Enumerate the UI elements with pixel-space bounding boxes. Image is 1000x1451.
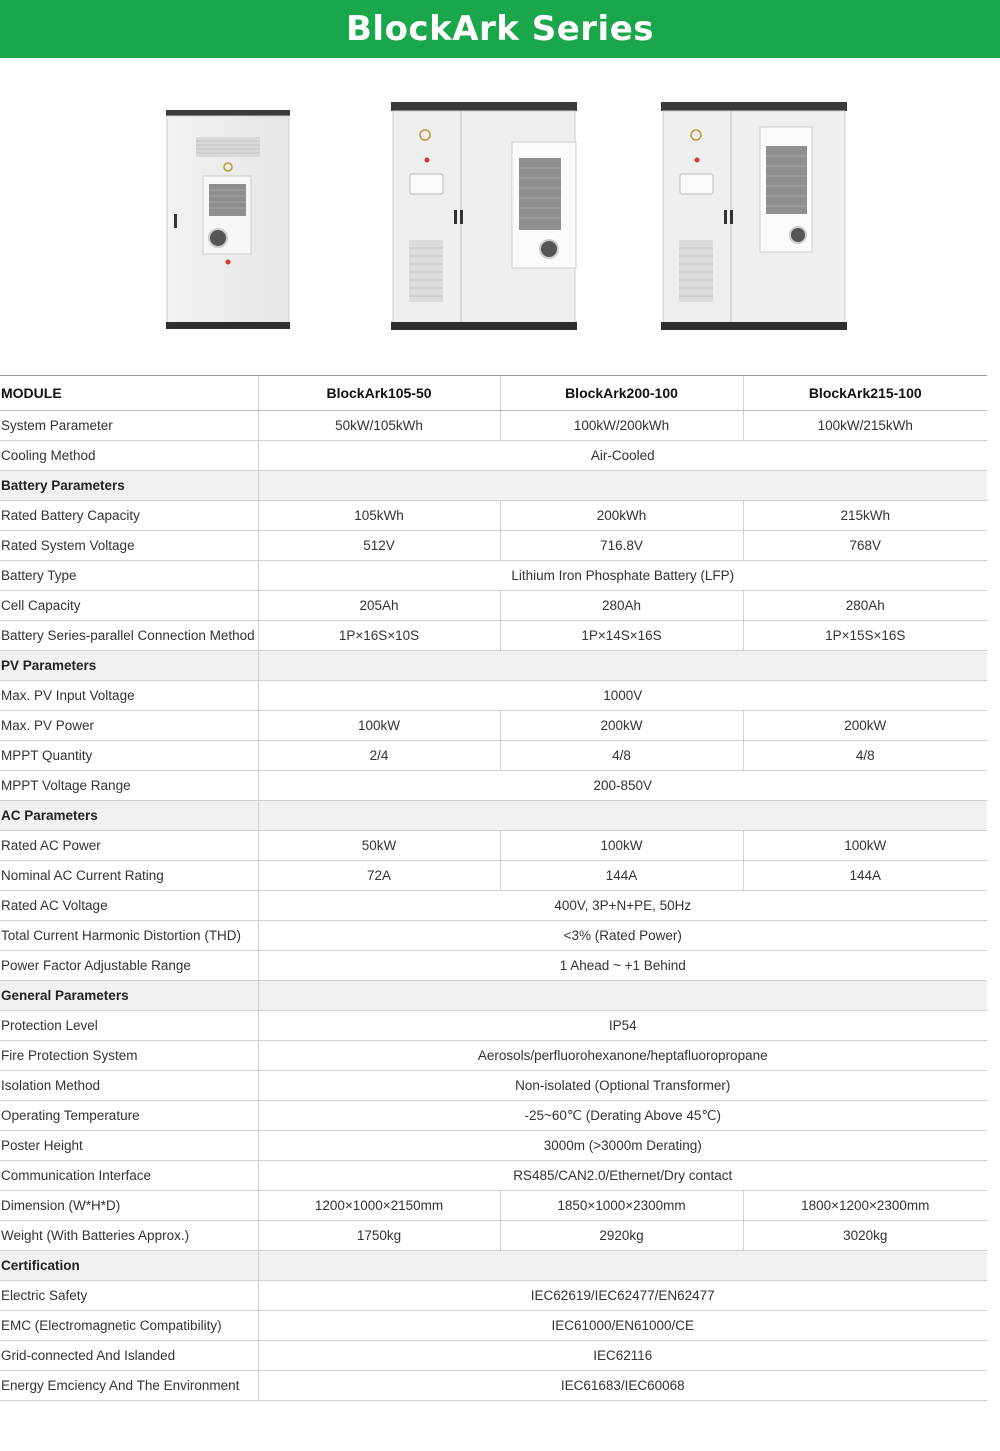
row-value: 100kW/200kWh xyxy=(500,411,743,441)
row-value-all: Lithium Iron Phosphate Battery (LFP) xyxy=(258,561,987,591)
table-row xyxy=(0,1101,987,1131)
section-filler xyxy=(258,801,987,831)
row-label: Battery Type xyxy=(0,561,258,591)
row-value-all: Aerosols/perfluorohexanone/heptafluoropropane xyxy=(258,1041,987,1071)
row-label: Rated System Voltage xyxy=(0,531,258,561)
row-value: 2920kg xyxy=(500,1221,743,1251)
table-row xyxy=(0,1011,987,1041)
row-label: System Parameter xyxy=(0,411,258,441)
table-row xyxy=(0,1041,987,1071)
row-value-all: 3000m (>3000m Derating) xyxy=(258,1131,987,1161)
row-value: 1850×1000×2300mm xyxy=(500,1191,743,1221)
section-label: Battery Parameters xyxy=(0,471,258,501)
section-filler xyxy=(258,651,987,681)
row-value-all: Non-isolated (Optional Transformer) xyxy=(258,1071,987,1101)
row-label: Communication Interface xyxy=(0,1161,258,1191)
spec-table xyxy=(0,375,987,1401)
section-filler xyxy=(258,471,987,501)
header-blockark200-100: BlockArk200-100 xyxy=(500,376,743,411)
row-value: 144A xyxy=(500,861,743,891)
header-blockark215-100: BlockArk215-100 xyxy=(743,376,987,411)
table-row xyxy=(0,411,987,441)
row-label: Dimension (W*H*D) xyxy=(0,1191,258,1221)
title-banner xyxy=(0,0,1000,58)
header-module: MODULE xyxy=(0,376,258,411)
blockark215-100-cabinet-image xyxy=(660,102,850,334)
row-value-all: IEC62619/IEC62477/EN62477 xyxy=(258,1281,987,1311)
row-label: Weight (With Batteries Approx.) xyxy=(0,1221,258,1251)
table-row xyxy=(0,1161,987,1191)
row-value: 512V xyxy=(258,531,500,561)
table-row xyxy=(0,681,987,711)
row-value-all: IEC61683/IEC60068 xyxy=(258,1371,987,1401)
table-row xyxy=(0,711,987,741)
row-value: 1800×1200×2300mm xyxy=(743,1191,987,1221)
section-label: Certification xyxy=(0,1251,258,1281)
table-row xyxy=(0,1281,987,1311)
row-value: 50kW xyxy=(258,831,500,861)
row-value-all: RS485/CAN2.0/Ethernet/Dry contact xyxy=(258,1161,987,1191)
row-value-all: <3% (Rated Power) xyxy=(258,921,987,951)
section-row xyxy=(0,801,987,831)
row-value: 280Ah xyxy=(743,591,987,621)
row-value: 1P×14S×16S xyxy=(500,621,743,651)
row-value: 205Ah xyxy=(258,591,500,621)
row-value: 768V xyxy=(743,531,987,561)
row-label: Operating Temperature xyxy=(0,1101,258,1131)
table-row xyxy=(0,921,987,951)
row-value: 1P×15S×16S xyxy=(743,621,987,651)
row-label: Cooling Method xyxy=(0,441,258,471)
row-value-all: IEC61000/EN61000/CE xyxy=(258,1311,987,1341)
table-row xyxy=(0,891,987,921)
row-value: 280Ah xyxy=(500,591,743,621)
row-label: Energy Emciency And The Environment xyxy=(0,1371,258,1401)
section-label: PV Parameters xyxy=(0,651,258,681)
table-row xyxy=(0,1071,987,1101)
table-row xyxy=(0,561,987,591)
row-value: 2/4 xyxy=(258,741,500,771)
row-value: 100kW xyxy=(258,711,500,741)
row-value: 716.8V xyxy=(500,531,743,561)
row-label: Fire Protection System xyxy=(0,1041,258,1071)
table-row xyxy=(0,621,987,651)
table-row xyxy=(0,1311,987,1341)
row-label: Grid-connected And Islanded xyxy=(0,1341,258,1371)
row-value: 50kW/105kWh xyxy=(258,411,500,441)
section-row xyxy=(0,471,987,501)
row-value: 4/8 xyxy=(743,741,987,771)
row-label: Max. PV Power xyxy=(0,711,258,741)
row-value-all: 400V, 3P+N+PE, 50Hz xyxy=(258,891,987,921)
section-row xyxy=(0,1251,987,1281)
row-value: 200kWh xyxy=(500,501,743,531)
table-row xyxy=(0,591,987,621)
row-value-all: 200-850V xyxy=(258,771,987,801)
row-label: Nominal AC Current Rating xyxy=(0,861,258,891)
row-value: 200kW xyxy=(743,711,987,741)
table-row xyxy=(0,1131,987,1161)
blockark200-100-cabinet-image xyxy=(390,102,580,334)
row-value: 1750kg xyxy=(258,1221,500,1251)
row-value-all: 1000V xyxy=(258,681,987,711)
product-images xyxy=(0,95,1000,345)
table-row xyxy=(0,441,987,471)
row-value: 4/8 xyxy=(500,741,743,771)
section-label: General Parameters xyxy=(0,981,258,1011)
row-label: Rated AC Power xyxy=(0,831,258,861)
row-value-all: Air-Cooled xyxy=(258,441,987,471)
row-value: 100kW xyxy=(500,831,743,861)
row-value-all: -25~60℃ (Derating Above 45℃) xyxy=(258,1101,987,1131)
table-row xyxy=(0,501,987,531)
row-label: Poster Height xyxy=(0,1131,258,1161)
page-title: BlockArk Series xyxy=(346,9,654,49)
section-row xyxy=(0,981,987,1011)
row-value-all: 1 Ahead ~ +1 Behind xyxy=(258,951,987,981)
row-label: Protection Level xyxy=(0,1011,258,1041)
row-label: Rated Battery Capacity xyxy=(0,501,258,531)
row-label: Battery Series-parallel Connection Method xyxy=(0,621,258,651)
table-row xyxy=(0,1221,987,1251)
header-blockark105-50: BlockArk105-50 xyxy=(258,376,500,411)
blockark105-50-cabinet-image xyxy=(165,110,293,334)
table-row xyxy=(0,1371,987,1401)
row-label: Total Current Harmonic Distortion (THD) xyxy=(0,921,258,951)
table-row xyxy=(0,1341,987,1371)
row-label: Isolation Method xyxy=(0,1071,258,1101)
row-value: 215kWh xyxy=(743,501,987,531)
row-value: 144A xyxy=(743,861,987,891)
row-label: Cell Capacity xyxy=(0,591,258,621)
table-row xyxy=(0,741,987,771)
row-label: MPPT Voltage Range xyxy=(0,771,258,801)
row-value: 3020kg xyxy=(743,1221,987,1251)
table-row xyxy=(0,1191,987,1221)
row-value: 200kW xyxy=(500,711,743,741)
row-value: 1P×16S×10S xyxy=(258,621,500,651)
row-label: Electric Safety xyxy=(0,1281,258,1311)
row-value: 105kWh xyxy=(258,501,500,531)
table-row xyxy=(0,861,987,891)
row-value-all: IEC62116 xyxy=(258,1341,987,1371)
row-label: Power Factor Adjustable Range xyxy=(0,951,258,981)
row-label: Max. PV Input Voltage xyxy=(0,681,258,711)
table-header-row xyxy=(0,376,987,411)
section-filler xyxy=(258,981,987,1011)
section-label: AC Parameters xyxy=(0,801,258,831)
row-label: MPPT Quantity xyxy=(0,741,258,771)
section-filler xyxy=(258,1251,987,1281)
section-row xyxy=(0,651,987,681)
row-value: 100kW xyxy=(743,831,987,861)
table-row xyxy=(0,831,987,861)
row-value: 1200×1000×2150mm xyxy=(258,1191,500,1221)
row-value-all: IP54 xyxy=(258,1011,987,1041)
table-row xyxy=(0,531,987,561)
row-label: Rated AC Voltage xyxy=(0,891,258,921)
spec-table-body xyxy=(0,411,987,1401)
table-row xyxy=(0,771,987,801)
row-value: 100kW/215kWh xyxy=(743,411,987,441)
row-value: 72A xyxy=(258,861,500,891)
table-row xyxy=(0,951,987,981)
row-label: EMC (Electromagnetic Compatibility) xyxy=(0,1311,258,1341)
